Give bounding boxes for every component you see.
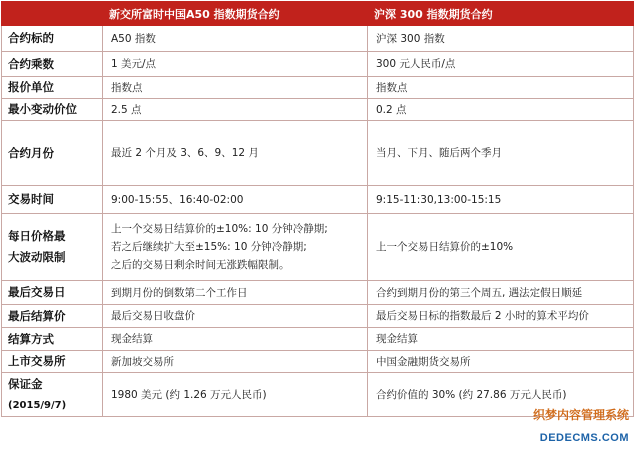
cell-text: 合约到期月份的第三个周五, 遇法定假日顺延 (376, 286, 583, 299)
cell-text: 最后交易日收盘价 (111, 310, 195, 322)
cell-hs300 (368, 26, 634, 52)
cell-text: 现金结算 (111, 333, 153, 345)
watermark-cn-text: 织梦内容管理系统 (532, 408, 629, 422)
cell-text: 当月、下月、随后两个季月 (376, 147, 502, 159)
row-label: 最后结算价 (2, 305, 103, 328)
cell-text: 现金结算 (376, 333, 418, 345)
header-corner (2, 2, 103, 26)
cell-hs300 (368, 52, 634, 77)
cell-text: 300 元人民币/点 (376, 58, 456, 70)
row-label: 上市交易所 (2, 351, 103, 373)
table-header-row (2, 2, 634, 26)
cell-a50 (103, 351, 368, 373)
row-label-line: 保证金 (8, 376, 43, 391)
row-label-line: 每日价格最 (8, 229, 66, 243)
table-row (2, 99, 634, 121)
cell-text: 9:15-11:30,13:00-15:15 (376, 193, 502, 206)
cell-a50 (103, 26, 368, 52)
cell-a50 (103, 99, 368, 121)
header-a50-contract: 新交所富时中国A50 指数期货合约 (103, 2, 368, 26)
row-label-date: (2015/9/7) (8, 399, 67, 411)
cell-a50 (103, 77, 368, 99)
row-label: 合约月份 (2, 121, 103, 186)
table-row (2, 26, 634, 52)
cell-hs300 (368, 281, 634, 305)
cell-text: 合约价值的 30% (约 27.86 万元人民币) (376, 388, 567, 401)
cell-text: 之后的交易日剩余时间无涨跌幅限制。 (111, 259, 290, 271)
watermark-domain-text: DEDECMS.COM (539, 432, 629, 444)
cell-hs300 (368, 121, 634, 186)
cell-a50 (103, 52, 368, 77)
cell-hs300 (368, 186, 634, 214)
cell-a50 (103, 186, 368, 214)
cell-a50 (103, 373, 368, 417)
cell-text: 0.2 点 (376, 103, 407, 116)
row-label: 报价单位 (2, 77, 103, 99)
table-row (2, 351, 634, 373)
row-label-line: 大波动限制 (8, 250, 66, 264)
row-label: 最后交易日 (2, 281, 103, 305)
cell-text: 中国金融期货交易所 (376, 355, 471, 368)
cell-text: 沪深 300 指数 (376, 32, 445, 45)
table-row (2, 281, 634, 305)
cell-hs300 (368, 328, 634, 351)
cell-text: 9:00-15:55、16:40-02:00 (111, 193, 244, 206)
table-row (2, 77, 634, 99)
table-row (2, 52, 634, 77)
cell-text: 2.5 点 (111, 103, 142, 116)
cell-text: 1980 美元 (约 1.26 万元人民币) (111, 388, 267, 401)
cell-text: 最后交易日标的指数最后 2 小时的算术平均价 (376, 310, 589, 322)
row-label: 合约标的 (2, 26, 103, 52)
cell-text: 1 美元/点 (111, 58, 157, 70)
cell-text: 若之后继续扩大至±15%: 10 分钟冷静期; (111, 241, 307, 253)
table-row (2, 214, 634, 281)
cell-text: 到期月份的倒数第二个工作日 (111, 286, 248, 299)
cell-a50 (103, 305, 368, 328)
table-row (2, 305, 634, 328)
table-row (2, 328, 634, 351)
cell-text: 上一个交易日结算价的±10% (376, 241, 514, 253)
cell-text: 新加坡交易所 (111, 355, 174, 368)
cell-text: 指数点 (111, 81, 143, 94)
table-row (2, 186, 634, 214)
cell-text: 最近 2 个月及 3、6、9、12 月 (111, 147, 259, 159)
row-label: 合约乘数 (2, 52, 103, 77)
contract-comparison-table (1, 1, 634, 417)
cell-hs300 (368, 351, 634, 373)
row-label: 交易时间 (2, 186, 103, 214)
header-hs300-contract: 沪深 300 指数期货合约 (368, 2, 634, 26)
cell-a50 (103, 121, 368, 186)
cell-hs300 (368, 99, 634, 121)
cell-hs300 (368, 214, 634, 281)
cell-hs300 (368, 77, 634, 99)
cell-a50 (103, 214, 368, 281)
contract-comparison-sheet (1, 1, 633, 446)
cell-text: 指数点 (376, 81, 408, 94)
row-label: 最小变动价位 (2, 99, 103, 121)
dedecms-watermark (511, 406, 629, 444)
cell-a50 (103, 281, 368, 305)
row-label (2, 373, 103, 417)
table-row (2, 121, 634, 186)
row-label (2, 214, 103, 281)
row-label: 结算方式 (2, 328, 103, 351)
cell-hs300 (368, 305, 634, 328)
cell-a50 (103, 328, 368, 351)
cell-text: 上一个交易日结算价的±10%: 10 分钟冷静期; (111, 223, 328, 235)
cell-text: A50 指数 (111, 32, 156, 45)
